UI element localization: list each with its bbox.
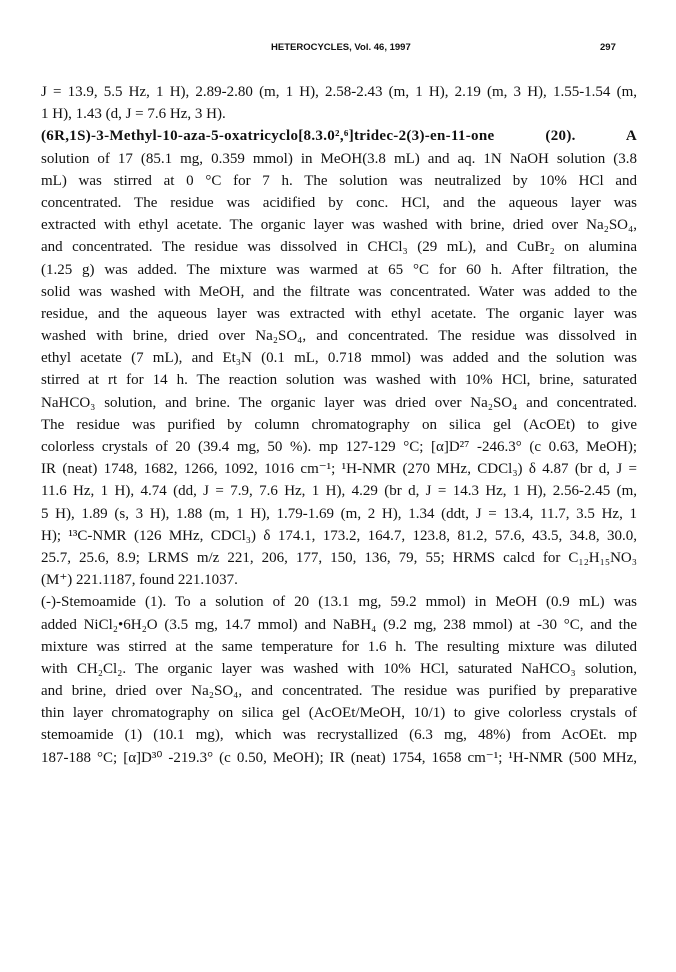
text-line: 5 H), 1.89 (s, 3 H), 1.88 (m, 1 H), 1.79-1.69 (m, 2 H), 1.34 (ddt, J = 13.4, 11.7, 3.5 Hz, 1	[41, 505, 637, 522]
page-number: 297	[600, 42, 616, 53]
text-line: 25.7, 25.6, 8.9; LRMS m/z 221, 206, 177, 150, 136, 79, 55; HRMS calcd for C₁₂H₁₅NO₃	[41, 549, 637, 566]
text-line: solution of 17 (85.1 mg, 0.359 mmol) in MeOH(3.8 mL) and aq. 1N NaOH solution (3.8	[41, 150, 637, 167]
text-line: and brine, dried over Na₂SO₄, and concentrated. The residue was purified by preparative	[41, 683, 637, 700]
body-text	[41, 81, 637, 769]
text-line: (M⁺) 221.1187, found 221.1037.	[41, 572, 238, 589]
text-line: solid was washed with MeOH, and the filtrate was concentrated. Water was added to the	[41, 283, 637, 300]
text-line: washed with brine, dried over Na₂SO₄, and concentrated. The residue was dissolved in	[41, 328, 637, 345]
text-line: H); ¹³C-NMR (126 MHz, CDCl₃) δ 174.1, 173.2, 164.7, 123.8, 81.2, 57.6, 43.5, 34.8, 30.0,	[41, 527, 637, 544]
text-line: and concentrated. The residue was dissolved in CHCl₃ (29 mL), and CuBr₂ on alumina	[41, 239, 637, 256]
text-line: extracted with ethyl acetate. The organic layer was washed with brine, dried over Na₂SO₄,	[41, 217, 637, 234]
text-line: IR (neat) 1748, 1682, 1266, 1092, 1016 cm⁻¹; ¹H-NMR (270 MHz, CDCl₃) δ 4.87 (br d, J =	[41, 461, 637, 478]
text-line: thin layer chromatography on silica gel (AcOEt/MeOH, 10/1) to give colorless crystals of	[41, 705, 637, 722]
text-line: 187-188 °C; [α]D³⁰ -219.3° (c 0.50, MeOH); IR (neat) 1754, 1658 cm⁻¹; ¹H-NMR (500 MHz,	[41, 749, 637, 766]
running-header	[0, 42, 676, 56]
text-line: J = 13.9, 5.5 Hz, 1 H), 2.89-2.80 (m, 1 H), 2.58-2.43 (m, 1 H), 2.19 (m, 3 H), 1.55-1.54 (m,	[41, 84, 637, 100]
text-line: stirred at rt for 14 h. The reaction solution was washed with 10% HCl, brine, saturated	[41, 372, 637, 389]
text-line: NaHCO₃ solution, and brine. The organic layer was dried over Na₂SO₄ and concentrated.	[41, 394, 637, 411]
text-line: 11.6 Hz, 1 H), 4.74 (dd, J = 7.9, 7.6 Hz, 1 H), 4.29 (br d, J = 14.3 Hz, 1 H), 2.56-2.45 (m,	[41, 483, 637, 500]
text-line: mL) was stirred at 0 °C for 7 h. The solution was neutralized by 10% HCl and	[41, 172, 637, 189]
text-line: (1.25 g) was added. The mixture was warmed at 65 °C for 60 h. After filtration, the	[41, 261, 637, 278]
text-line: with CH₂Cl₂. The organic layer was washed with 10% HCl, saturated NaHCO₃ solution,	[41, 660, 637, 677]
journal-header: HETEROCYCLES, Vol. 46, 1997	[271, 42, 411, 53]
text-line: residue, and the aqueous layer was extracted with ethyl acetate. The organic layer was	[41, 305, 637, 322]
compound-heading: (-)-Stemoamide (1). To a solution of 20 (13.1 mg, 59.2 mmol) in MeOH (0.9 mL) was	[41, 594, 637, 611]
compound-heading: (6R,1S)-3-Methyl-10-aza-5-oxatricyclo[8.3.0²,⁶]tridec-2(3)-en-11-one (20). A	[41, 128, 637, 145]
text-line: colorless crystals of 20 (39.4 mg, 50 %). mp 127-129 °C; [α]D²⁷ -246.3° (c 0.63, MeOH);	[41, 439, 637, 455]
text-line: stemoamide (1) (10.1 mg), which was recrystallized (6.3 mg, 48%) from AcOEt. mp	[41, 727, 637, 744]
text-line: 1 H), 1.43 (d, J = 7.6 Hz, 3 H).	[41, 106, 226, 123]
text-line: The residue was purified by column chromatography on silica gel (AcOEt) to give	[41, 416, 637, 433]
text-line: concentrated. The residue was acidified by conc. HCl, and the aqueous layer was	[41, 194, 637, 211]
text-line: ethyl acetate (7 mL), and Et₃N (0.1 mL, 0.718 mmol) was added and the solution was	[41, 350, 637, 367]
text-line: mixture was stirred at the same temperature for 1.6 h. The resulting mixture was diluted	[41, 638, 637, 655]
text-line: added NiCl₂•6H₂O (3.5 mg, 14.7 mmol) and NaBH₄ (9.2 mg, 238 mmol) at -30 °C, and the	[41, 616, 637, 633]
